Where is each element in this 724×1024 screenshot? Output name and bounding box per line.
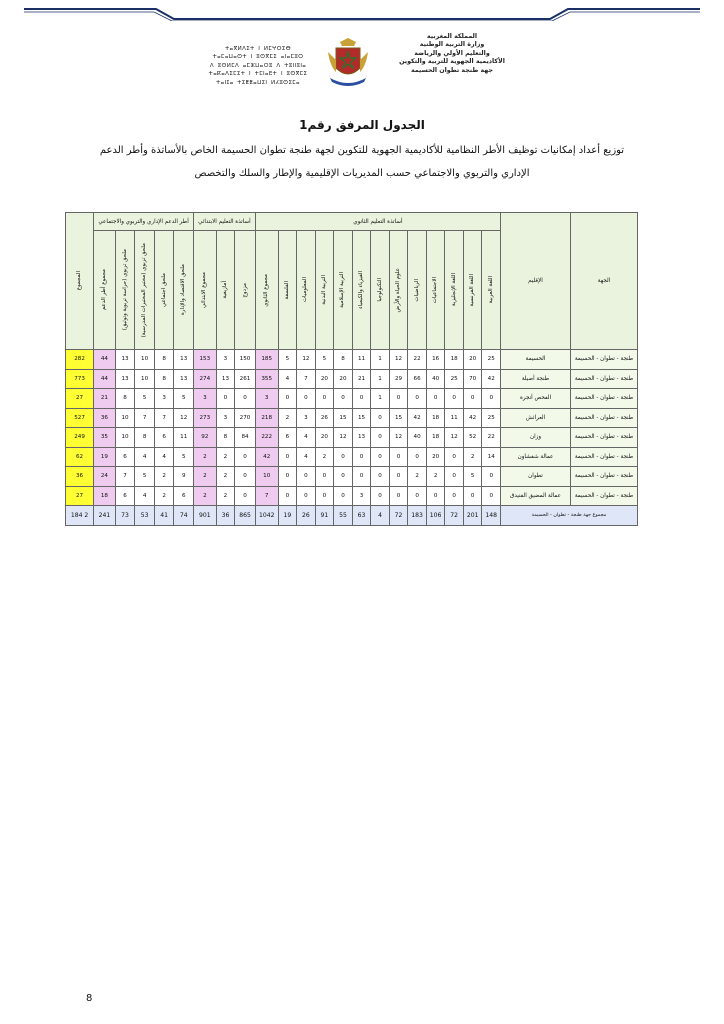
table-row	[66, 350, 638, 370]
secondary-value-cell: 5	[315, 350, 334, 370]
total-secondary-cell: 148	[482, 506, 501, 526]
row-total-cell: 282	[66, 350, 94, 370]
total-secondary-cell: 91	[315, 506, 334, 526]
support-value-cell: 35	[94, 428, 116, 448]
secondary-value-cell: 18	[426, 408, 445, 428]
primary-value-cell: 0	[235, 447, 256, 467]
total-support-cell: 73	[115, 506, 135, 526]
total-secondary-cell: 55	[334, 506, 353, 526]
support-value-cell: 4	[154, 447, 174, 467]
secondary-value-cell: 1	[371, 350, 390, 370]
secondary-value-cell: 13	[352, 428, 371, 448]
column-header-sec-4: الرياضيات	[408, 231, 427, 350]
primary-value-cell: 2	[216, 467, 235, 487]
total-primary-cell: 36	[216, 506, 235, 526]
arabic-header: المملكة المغربية وزارة التربية الوطنية والتعليم الأولي والرياضة الأكاديمية الجهوية للتربية والتكوين جهة طنجة تطوان الحسيمة	[399, 33, 505, 74]
secondary-value-cell: 20	[334, 369, 353, 389]
column-header-sec-10: المعلوميات	[297, 231, 316, 350]
support-value-cell: 6	[115, 447, 135, 467]
support-value-cell: 5	[135, 389, 155, 409]
province-cell: طنجة أصيلة	[500, 369, 570, 389]
secondary-value-cell: 0	[445, 389, 464, 409]
secondary-value-cell: 0	[445, 467, 464, 487]
primary-value-cell: 270	[235, 408, 256, 428]
support-value-cell: 6	[115, 486, 135, 506]
support-value-cell: 44	[94, 369, 116, 389]
secondary-value-cell: 42	[463, 408, 482, 428]
document-subtitle: توزيع أعداد إمكانيات توظيف الأطر النظامية للأكاديمية الجهوية للتكوين لجهة طنجة تطوان الحسيمة الخاص بالأساتذة وأطر الدعم الإداري والتربوي والاجتماعي حسب المديريات الإقليمية والإطار والسلك والتخصص	[99, 145, 625, 179]
column-header-sec-7: الفيزياء والكيمياء	[352, 231, 371, 350]
column-header-pri-0: مزدوج	[235, 231, 256, 350]
secondary-value-cell: 3	[255, 389, 278, 409]
grand-total-cell: 2 184	[66, 506, 94, 526]
row-total-cell: 27	[66, 389, 94, 409]
total-secondary-cell: 4	[371, 506, 390, 526]
secondary-value-cell: 0	[334, 389, 353, 409]
region-cell: طنجة - تطوان - الحسيمة	[571, 467, 638, 487]
primary-value-cell: 8	[216, 428, 235, 448]
support-value-cell: 5	[174, 389, 194, 409]
support-value-cell: 7	[154, 408, 174, 428]
support-value-cell: 18	[94, 486, 116, 506]
secondary-value-cell: 222	[255, 428, 278, 448]
support-value-cell: 4	[135, 486, 155, 506]
total-secondary-cell: 183	[408, 506, 427, 526]
secondary-value-cell: 0	[408, 389, 427, 409]
secondary-value-cell: 0	[315, 389, 334, 409]
secondary-value-cell: 6	[278, 428, 297, 448]
table-row	[66, 389, 638, 409]
secondary-value-cell: 2	[408, 467, 427, 487]
secondary-value-cell: 18	[445, 350, 464, 370]
secondary-value-cell: 0	[482, 389, 501, 409]
column-header-sec-0: اللغة العربية	[482, 231, 501, 350]
secondary-value-cell: 20	[426, 447, 445, 467]
column-header-sec-2: اللغة الإنجليزية	[445, 231, 464, 350]
group-secondary-header: أساتذة التعليم الثانوي	[255, 213, 500, 231]
primary-value-cell: 3	[194, 389, 217, 409]
column-header-pri-2: مجموع الابتدائي	[194, 231, 217, 350]
support-value-cell: 5	[135, 467, 155, 487]
total-header: المجموع	[66, 213, 94, 350]
secondary-value-cell: 0	[463, 486, 482, 506]
secondary-value-cell: 0	[426, 389, 445, 409]
support-value-cell: 7	[115, 467, 135, 487]
region-cell: طنجة - تطوان - الحسيمة	[571, 486, 638, 506]
primary-value-cell: 153	[194, 350, 217, 370]
region-header: الجهة	[571, 213, 638, 350]
support-value-cell: 10	[115, 408, 135, 428]
secondary-value-cell: 7	[297, 369, 316, 389]
primary-value-cell: 2	[194, 486, 217, 506]
secondary-value-cell: 42	[408, 408, 427, 428]
column-header-sup-1: ملحق اجتماعي	[154, 231, 174, 350]
support-value-cell: 19	[94, 447, 116, 467]
secondary-value-cell: 3	[297, 408, 316, 428]
primary-value-cell: 13	[216, 369, 235, 389]
secondary-value-cell: 16	[426, 350, 445, 370]
primary-value-cell: 0	[235, 467, 256, 487]
primary-value-cell: 3	[216, 408, 235, 428]
region-cell: طنجة - تطوان - الحسيمة	[571, 350, 638, 370]
secondary-value-cell: 0	[278, 389, 297, 409]
total-secondary-cell: 26	[297, 506, 316, 526]
total-secondary-cell: 1042	[255, 506, 278, 526]
primary-value-cell: 273	[194, 408, 217, 428]
support-value-cell: 6	[174, 486, 194, 506]
region-cell: طنجة - تطوان - الحسيمة	[571, 369, 638, 389]
totals-label: مجموع جهة طنجة - تطوان - الحسيمة	[500, 506, 637, 526]
region-cell: طنجة - تطوان - الحسيمة	[571, 447, 638, 467]
secondary-value-cell: 0	[297, 486, 316, 506]
secondary-value-cell: 14	[482, 447, 501, 467]
support-value-cell: 10	[115, 428, 135, 448]
column-header-sec-9: التربية البدنية	[315, 231, 334, 350]
secondary-value-cell: 18	[426, 428, 445, 448]
secondary-value-cell: 185	[255, 350, 278, 370]
support-value-cell: 36	[94, 408, 116, 428]
total-support-cell: 74	[174, 506, 194, 526]
secondary-value-cell: 218	[255, 408, 278, 428]
secondary-value-cell: 0	[315, 486, 334, 506]
support-value-cell: 8	[154, 350, 174, 370]
primary-value-cell: 2	[216, 447, 235, 467]
secondary-value-cell: 0	[371, 447, 390, 467]
secondary-value-cell: 40	[408, 428, 427, 448]
secondary-value-cell: 0	[482, 467, 501, 487]
group-primary-header: أساتذة التعليم الابتدائي	[194, 213, 256, 231]
secondary-value-cell: 52	[463, 428, 482, 448]
secondary-value-cell: 0	[389, 447, 408, 467]
province-cell: عمالة شفشاون	[500, 447, 570, 467]
secondary-value-cell: 2	[463, 447, 482, 467]
column-header-pri-1: أمازيغية	[216, 231, 235, 350]
secondary-value-cell: 0	[463, 389, 482, 409]
secondary-value-cell: 5	[463, 467, 482, 487]
secondary-value-cell: 0	[352, 389, 371, 409]
secondary-value-cell: 20	[315, 428, 334, 448]
secondary-value-cell: 7	[255, 486, 278, 506]
column-header-sec-8: التربية الإسلامية	[334, 231, 353, 350]
primary-value-cell: 274	[194, 369, 217, 389]
total-secondary-cell: 72	[445, 506, 464, 526]
table-row	[66, 486, 638, 506]
coat-of-arms-emblem	[326, 38, 370, 88]
tifinagh-header: ⵜⴰⴳⵍⴷⵉⵜ ⵏ ⵍⵎⵖⵔⵉⴱ ⵜⴰⵎⴰⵡⴰⵙⵜ ⵏ ⵓⵙⴳⵎⵉ ⴰⵏⴰⵎⵓⵔ ⴷ ⵓⵙⵍⵎⴷ ⴰⵎⵣⵡⴰⵔⵓ ⴷ ⵜⵓⵏⵏⵓⵏⴰ ⵜⴰⴽⴰⴷⵉⵎⵉⵜ ⵏ ⵜⵎⵏⴰⴹⵜ ⵏ ⵓⵙⴳⵎⵉ ⵜⴰⵏⵊⴰ ⵜⵉⵟⵟⴰⵡⵉⵏ ⵍⵃⵓⵙⵉⵎⴰ	[208, 46, 308, 86]
primary-value-cell: 92	[194, 428, 217, 448]
secondary-value-cell: 4	[297, 428, 316, 448]
secondary-value-cell: 0	[371, 486, 390, 506]
secondary-value-cell: 0	[334, 467, 353, 487]
group-support-header: أطر الدعم الإداري والتربوي والاجتماعي	[94, 213, 194, 231]
province-cell: عمالة المضيق الفنيدق	[500, 486, 570, 506]
support-value-cell: 21	[94, 389, 116, 409]
total-secondary-cell: 201	[463, 506, 482, 526]
secondary-value-cell: 4	[297, 447, 316, 467]
secondary-value-cell: 12	[297, 350, 316, 370]
secondary-value-cell: 0	[334, 447, 353, 467]
support-value-cell: 5	[174, 447, 194, 467]
support-value-cell: 10	[135, 369, 155, 389]
secondary-value-cell: 11	[445, 408, 464, 428]
primary-value-cell: 2	[216, 486, 235, 506]
support-value-cell: 44	[94, 350, 116, 370]
support-value-cell: 2	[154, 486, 174, 506]
secondary-value-cell: 22	[408, 350, 427, 370]
document-title: الجدول المرفق رقم1	[299, 118, 425, 132]
table-row	[66, 408, 638, 428]
secondary-value-cell: 11	[352, 350, 371, 370]
secondary-value-cell: 0	[315, 467, 334, 487]
column-header-sec-1: اللغة الفرنسية	[463, 231, 482, 350]
primary-value-cell: 261	[235, 369, 256, 389]
total-support-cell: 41	[154, 506, 174, 526]
distribution-table	[65, 212, 638, 526]
secondary-value-cell: 0	[278, 486, 297, 506]
secondary-value-cell: 2	[315, 447, 334, 467]
total-secondary-cell: 72	[389, 506, 408, 526]
primary-value-cell: 84	[235, 428, 256, 448]
total-primary-cell: 865	[235, 506, 256, 526]
secondary-value-cell: 26	[315, 408, 334, 428]
primary-value-cell: 3	[216, 350, 235, 370]
secondary-value-cell: 0	[371, 467, 390, 487]
support-value-cell: 24	[94, 467, 116, 487]
totals-row	[66, 506, 638, 526]
support-value-cell: 4	[135, 447, 155, 467]
support-value-cell: 3	[154, 389, 174, 409]
secondary-value-cell: 0	[426, 486, 445, 506]
secondary-value-cell: 12	[445, 428, 464, 448]
page-border-decoration	[24, 7, 700, 21]
total-secondary-cell: 106	[426, 506, 445, 526]
column-header-sec-3: الاجتماعيات	[426, 231, 445, 350]
secondary-value-cell: 8	[334, 350, 353, 370]
secondary-value-cell: 0	[445, 486, 464, 506]
secondary-value-cell: 25	[445, 369, 464, 389]
secondary-value-cell: 5	[278, 350, 297, 370]
table-row	[66, 428, 638, 448]
secondary-value-cell: 10	[255, 467, 278, 487]
secondary-value-cell: 4	[278, 369, 297, 389]
column-header-sec-12: مجموع الثانوي	[255, 231, 278, 350]
secondary-value-cell: 12	[389, 428, 408, 448]
secondary-value-cell: 0	[389, 467, 408, 487]
row-total-cell: 527	[66, 408, 94, 428]
province-cell: العرائش	[500, 408, 570, 428]
secondary-value-cell: 15	[334, 408, 353, 428]
row-total-cell: 62	[66, 447, 94, 467]
column-header-sec-6: التكنولوجيا	[371, 231, 390, 350]
secondary-value-cell: 40	[426, 369, 445, 389]
secondary-value-cell: 1	[371, 389, 390, 409]
secondary-value-cell: 0	[297, 389, 316, 409]
secondary-value-cell: 2	[426, 467, 445, 487]
secondary-value-cell: 0	[389, 486, 408, 506]
secondary-value-cell: 12	[389, 350, 408, 370]
secondary-value-cell: 66	[408, 369, 427, 389]
secondary-value-cell: 20	[463, 350, 482, 370]
row-total-cell: 27	[66, 486, 94, 506]
column-header-sup-2: ملحق تربوي (مختبر المختبرات المدرسية)	[135, 231, 155, 350]
support-value-cell: 13	[115, 369, 135, 389]
secondary-value-cell: 15	[389, 408, 408, 428]
secondary-value-cell: 22	[482, 428, 501, 448]
secondary-value-cell: 0	[408, 447, 427, 467]
total-secondary-cell: 19	[278, 506, 297, 526]
secondary-value-cell: 0	[334, 486, 353, 506]
province-cell: تطوان	[500, 467, 570, 487]
column-header-sec-5: علوم الحياة والأرض	[389, 231, 408, 350]
row-total-cell: 773	[66, 369, 94, 389]
table-row	[66, 447, 638, 467]
total-support-cell: 241	[94, 506, 116, 526]
column-header-sup-3: ملحق تربوي (حراسة تربوية وتوثيق)	[115, 231, 135, 350]
table-body	[66, 350, 638, 526]
table-row	[66, 369, 638, 389]
secondary-value-cell: 0	[371, 428, 390, 448]
support-value-cell: 2	[154, 467, 174, 487]
page-number: 8	[86, 993, 93, 1004]
secondary-value-cell: 0	[352, 467, 371, 487]
region-cell: طنجة - تطوان - الحسيمة	[571, 428, 638, 448]
secondary-value-cell: 355	[255, 369, 278, 389]
primary-value-cell: 0	[235, 486, 256, 506]
support-value-cell: 13	[174, 369, 194, 389]
column-header-sup-0: ملحق الاقتصاد والإدارة	[174, 231, 194, 350]
support-value-cell: 10	[135, 350, 155, 370]
secondary-value-cell: 42	[255, 447, 278, 467]
secondary-value-cell: 25	[482, 350, 501, 370]
region-cell: طنجة - تطوان - الحسيمة	[571, 389, 638, 409]
secondary-value-cell: 20	[315, 369, 334, 389]
secondary-value-cell: 12	[334, 428, 353, 448]
province-cell: وزان	[500, 428, 570, 448]
primary-value-cell: 2	[194, 467, 217, 487]
secondary-value-cell: 42	[482, 369, 501, 389]
row-total-cell: 249	[66, 428, 94, 448]
secondary-value-cell: 21	[352, 369, 371, 389]
secondary-value-cell: 0	[371, 408, 390, 428]
secondary-value-cell: 29	[389, 369, 408, 389]
secondary-value-cell: 0	[389, 389, 408, 409]
primary-value-cell: 150	[235, 350, 256, 370]
primary-value-cell: 0	[235, 389, 256, 409]
secondary-value-cell: 15	[352, 408, 371, 428]
support-value-cell: 8	[154, 369, 174, 389]
secondary-value-cell: 0	[408, 486, 427, 506]
support-value-cell: 13	[115, 350, 135, 370]
support-value-cell: 12	[174, 408, 194, 428]
support-value-cell: 7	[135, 408, 155, 428]
secondary-value-cell: 70	[463, 369, 482, 389]
secondary-value-cell: 2	[278, 408, 297, 428]
secondary-value-cell: 0	[278, 467, 297, 487]
column-header-sup-4: مجموع أطر الدعم	[94, 231, 116, 350]
total-support-cell: 53	[135, 506, 155, 526]
total-primary-cell: 901	[194, 506, 217, 526]
secondary-value-cell: 0	[445, 447, 464, 467]
secondary-value-cell: 0	[297, 467, 316, 487]
support-value-cell: 9	[174, 467, 194, 487]
support-value-cell: 13	[174, 350, 194, 370]
support-value-cell: 8	[115, 389, 135, 409]
secondary-value-cell: 1	[371, 369, 390, 389]
secondary-value-cell: 0	[482, 486, 501, 506]
region-cell: طنجة - تطوان - الحسيمة	[571, 408, 638, 428]
province-cell: الفحص أنجرة	[500, 389, 570, 409]
secondary-value-cell: 0	[278, 447, 297, 467]
secondary-value-cell: 0	[352, 447, 371, 467]
table-row	[66, 467, 638, 487]
row-total-cell: 36	[66, 467, 94, 487]
primary-value-cell: 0	[216, 389, 235, 409]
province-header: الإقليم	[500, 213, 570, 350]
support-value-cell: 11	[174, 428, 194, 448]
column-header-sec-11: الفلسفة	[278, 231, 297, 350]
secondary-value-cell: 3	[352, 486, 371, 506]
province-cell: الحسيمة	[500, 350, 570, 370]
primary-value-cell: 2	[194, 447, 217, 467]
total-secondary-cell: 63	[352, 506, 371, 526]
secondary-value-cell: 25	[482, 408, 501, 428]
support-value-cell: 6	[154, 428, 174, 448]
support-value-cell: 8	[135, 428, 155, 448]
